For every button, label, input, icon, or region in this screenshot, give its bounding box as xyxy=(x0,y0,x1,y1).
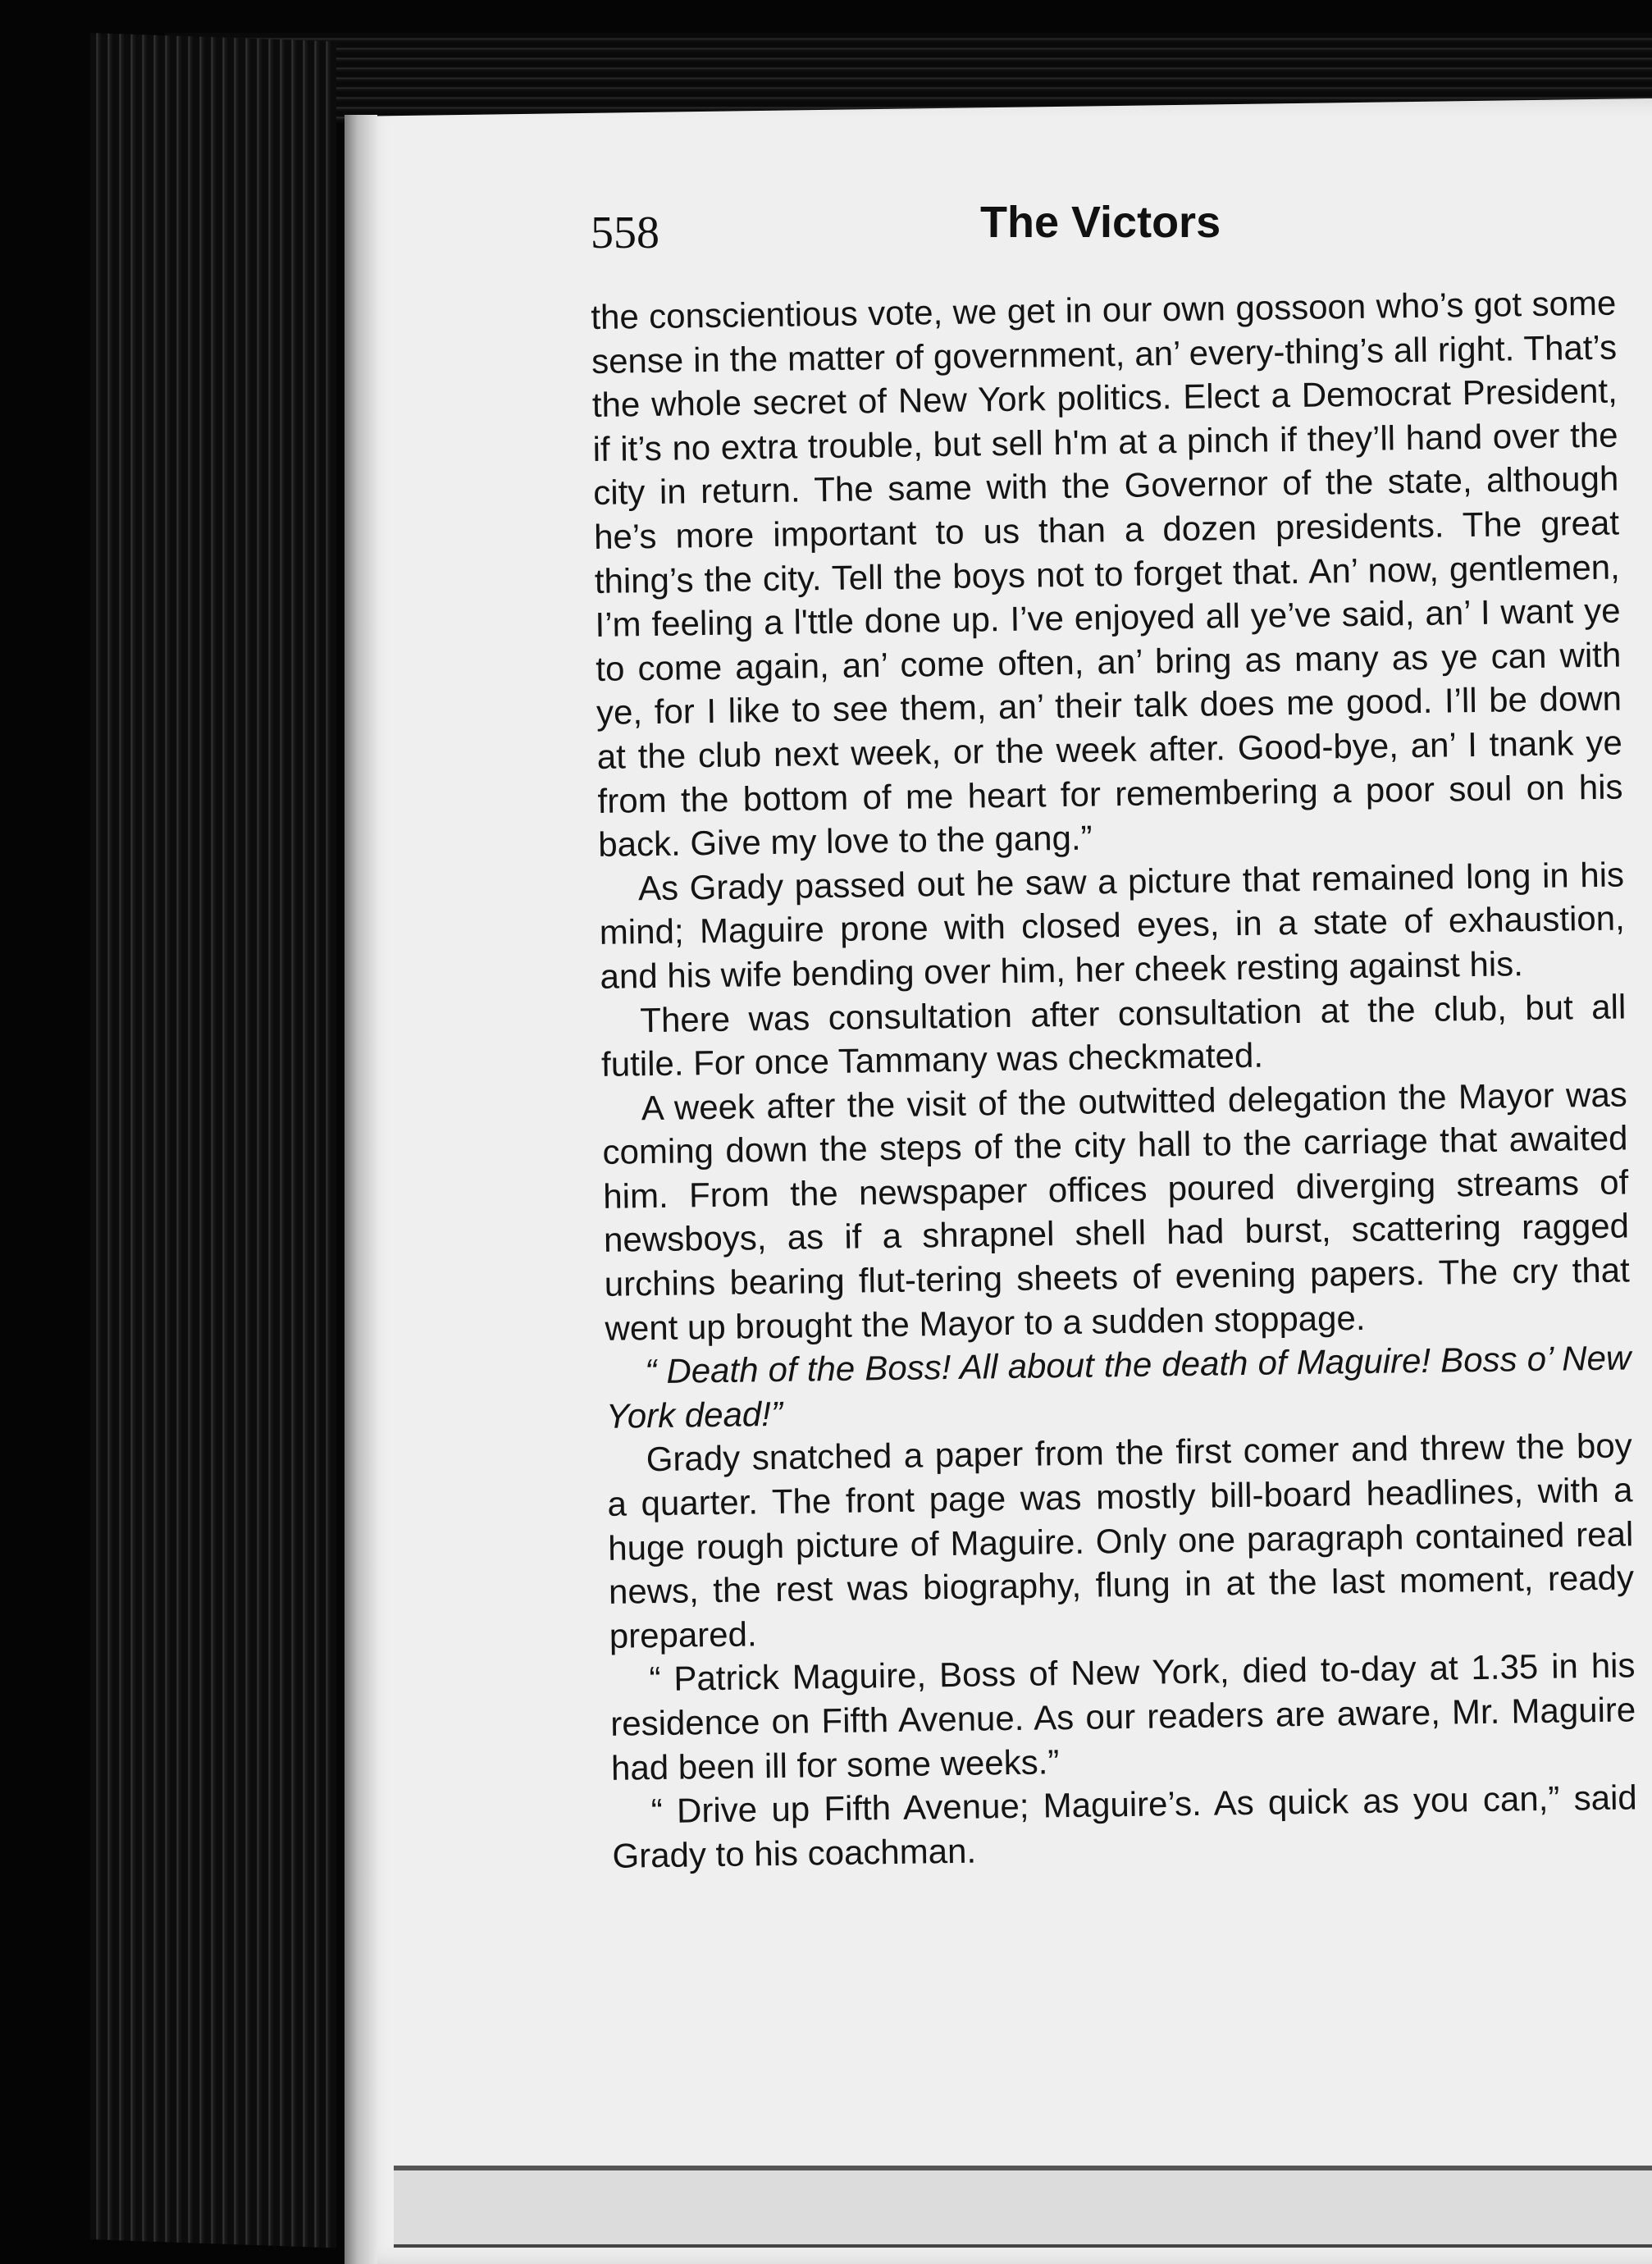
page-number: 558 xyxy=(591,208,659,258)
book-title: The Victors xyxy=(980,198,1221,247)
paragraph: Grady snatched a paper from the first comer and threw the boy a quarter. The front page was mostly bill-board headlines, with a huge rough picture of Maguire. Only one paragraph contained real news, the rest was biography, flung in at the last moment, ready prepared. xyxy=(607,1426,1635,1655)
page-gutter-shadow xyxy=(345,115,377,2264)
paragraph-news-quote: “ Patrick Maguire, Boss of New York, died to-day at 1.35 in his residence on Fifth Avenue. As our readers are aware, Mr. Maguire had been ill for some weeks.” xyxy=(609,1646,1636,1787)
paragraph: “ Drive up Fifth Avenue; Maguire’s. As quick as you can,” said Grady to his coachman. xyxy=(612,1778,1638,1875)
book-page-edges xyxy=(90,33,336,2248)
running-head xyxy=(591,197,1652,271)
paragraph: A week after the visit of the outwitted delegation the Mayor was coming down the steps of the city hall to the carriage that awaited him. From the newspaper offices poured diverging streams of newsboys, as if a shrapnel shell had burst, scattering ragged urchins bearing flut-tering sheets of evening papers. The cry that went up brought the Mayor to a sudden stoppage. xyxy=(602,1075,1631,1348)
paragraph-continuation: the conscientious vote, we get in our own gossoon who’s got some sense in the matter of government, an’ every-thing’s all right. That’s the whole secret of New York politics. Elect a Democrat President, if it’s no extra trouble, but sell h'm at a pinch if they’ll hand over the city in return. The same with the Governor of the state, although he’s more important to us than a dozen presidents. The great thing’s the city. Tell the boys not to forget that. An’ now, gentlemen, I’m feeling a l'ttle done up. I’ve enjoyed all ye’ve said, an’ I want ye to come again, an’ come often, an’ bring as many as ye can with ye, for I like to see them, an’ their talk does me good. I’ll be down at the club next week, or the week after. Good-bye, an’ I tnank ye from the bottom of me heart for remembering a poor soul on his back. Give my love to the gang.” xyxy=(591,283,1623,865)
paragraph: There was consultation after consultation at the club, but all futile. For once Tammany was checkmated. xyxy=(600,986,1627,1084)
paragraph-newsboy-cry: “ Death of the Boss! All about the death of Maguire! Boss o’ New York dead!” xyxy=(605,1338,1631,1436)
body-text xyxy=(591,281,1638,1878)
page-bottom-edge xyxy=(394,2166,1652,2248)
paragraph: As Grady passed out he saw a picture that remained long in his mind; Maguire prone with closed eyes, in a state of exhaustion, and his wife bending over him, her cheek resting against his. xyxy=(599,855,1626,996)
